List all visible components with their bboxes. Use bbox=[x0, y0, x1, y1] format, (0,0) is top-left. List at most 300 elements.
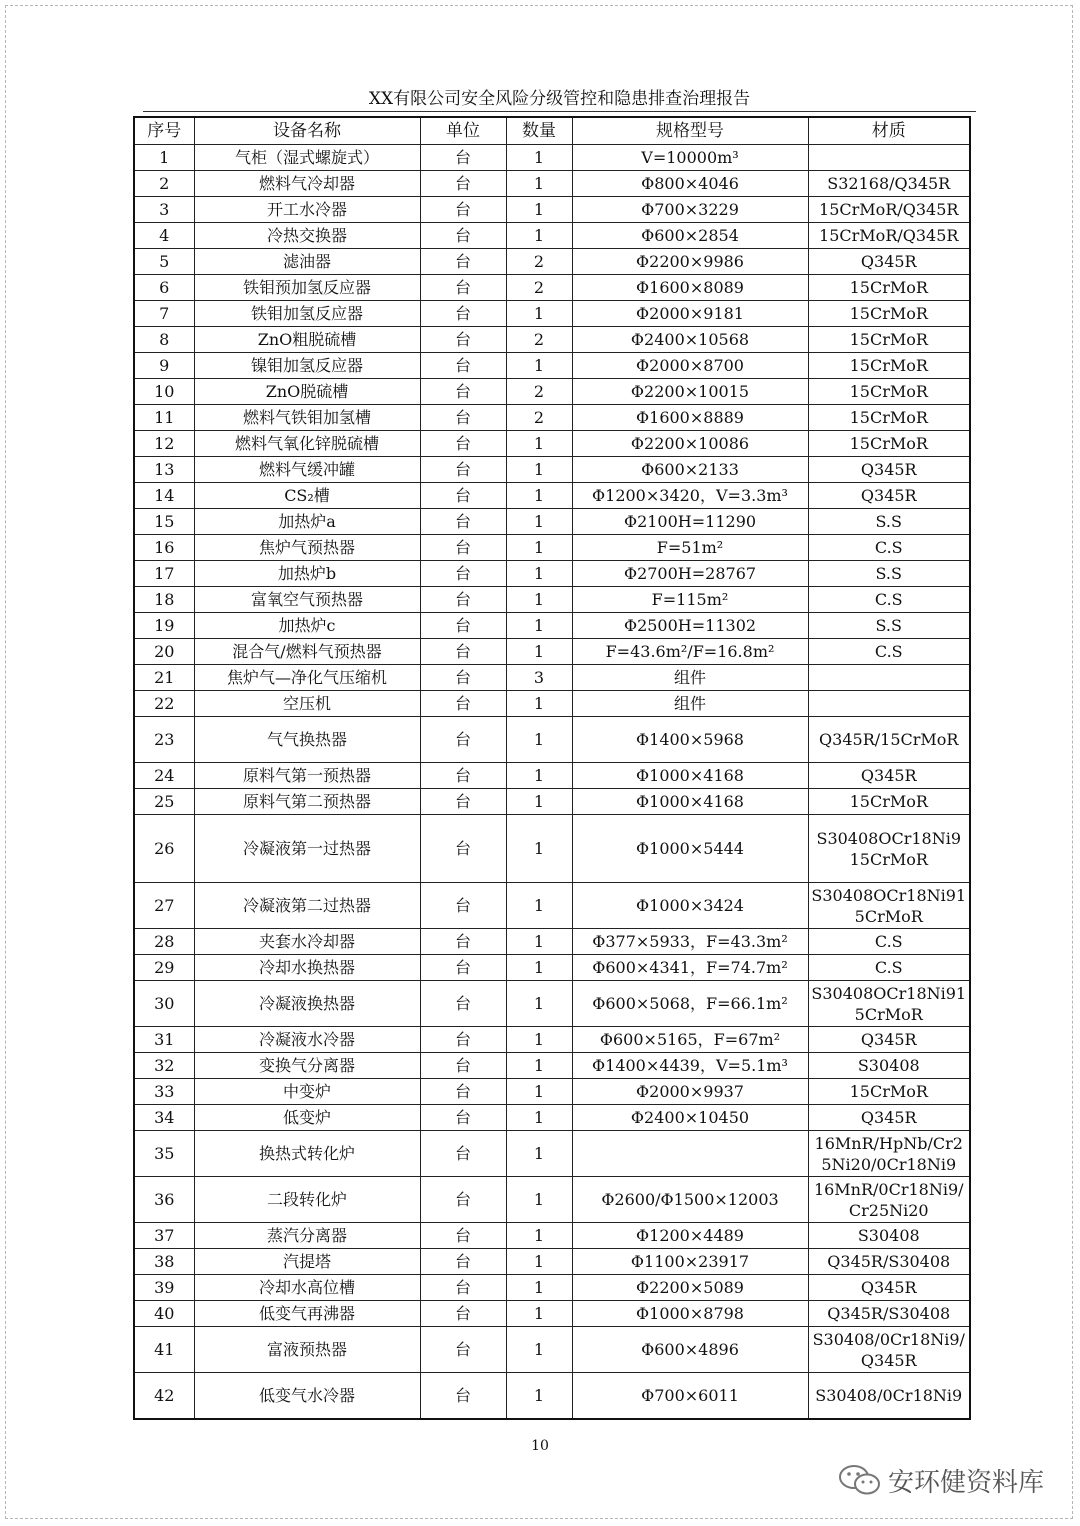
table-row bbox=[134, 1301, 970, 1327]
row-number-cell: 3 bbox=[134, 197, 194, 223]
table-row bbox=[134, 717, 970, 763]
spec-cell: Φ600×2133 bbox=[572, 457, 808, 483]
material-cell: 15CrMoR bbox=[808, 379, 970, 405]
unit-cell: 台 bbox=[420, 457, 506, 483]
spec-cell: Φ800×4046 bbox=[572, 171, 808, 197]
table-row bbox=[134, 789, 970, 815]
equipment-name-cell: 加热炉a bbox=[194, 509, 420, 535]
spec-cell: Φ2100H=11290 bbox=[572, 509, 808, 535]
row-number-cell: 38 bbox=[134, 1249, 194, 1275]
quantity-cell: 1 bbox=[506, 1275, 572, 1301]
unit-cell: 台 bbox=[420, 815, 506, 883]
unit-cell: 台 bbox=[420, 763, 506, 789]
material-cell: Q345R bbox=[808, 1105, 970, 1131]
row-number-cell: 30 bbox=[134, 981, 194, 1027]
quantity-cell: 1 bbox=[506, 1079, 572, 1105]
material-cell: S.S bbox=[808, 561, 970, 587]
equipment-name-cell: 加热炉c bbox=[194, 613, 420, 639]
equipment-name-cell: 夹套水冷却器 bbox=[194, 929, 420, 955]
table-row bbox=[134, 883, 970, 929]
spec-cell: Φ600×5165，F=67m² bbox=[572, 1027, 808, 1053]
material-cell: S30408OCr18Ni915CrMoR bbox=[808, 981, 970, 1027]
material-cell: S.S bbox=[808, 509, 970, 535]
row-number-cell: 23 bbox=[134, 717, 194, 763]
material-cell: S.S bbox=[808, 613, 970, 639]
table-row bbox=[134, 763, 970, 789]
quantity-cell: 1 bbox=[506, 1301, 572, 1327]
quantity-cell: 1 bbox=[506, 929, 572, 955]
unit-cell: 台 bbox=[420, 1131, 506, 1177]
spec-cell: Φ1200×4489 bbox=[572, 1223, 808, 1249]
equipment-name-cell: ZnO粗脱硫槽 bbox=[194, 327, 420, 353]
unit-cell: 台 bbox=[420, 883, 506, 929]
equipment-name-cell: 铁钼预加氢反应器 bbox=[194, 275, 420, 301]
material-cell: Q345R bbox=[808, 763, 970, 789]
quantity-cell: 1 bbox=[506, 1327, 572, 1373]
quantity-cell: 1 bbox=[506, 883, 572, 929]
unit-cell: 台 bbox=[420, 431, 506, 457]
row-number-cell: 11 bbox=[134, 405, 194, 431]
row-number-cell: 5 bbox=[134, 249, 194, 275]
quantity-cell: 1 bbox=[506, 981, 572, 1027]
material-cell: S32168/Q345R bbox=[808, 171, 970, 197]
equipment-name-cell: 焦炉气—净化气压缩机 bbox=[194, 665, 420, 691]
table-row bbox=[134, 171, 970, 197]
unit-cell: 台 bbox=[420, 1223, 506, 1249]
equipment-name-cell: 低变炉 bbox=[194, 1105, 420, 1131]
equipment-name-cell: 富液预热器 bbox=[194, 1327, 420, 1373]
equipment-name-cell: 冷凝液第一过热器 bbox=[194, 815, 420, 883]
unit-cell: 台 bbox=[420, 249, 506, 275]
quantity-cell: 2 bbox=[506, 405, 572, 431]
table-body bbox=[134, 145, 970, 1419]
equipment-name-cell: 焦炉气预热器 bbox=[194, 535, 420, 561]
row-number-cell: 2 bbox=[134, 171, 194, 197]
table-row bbox=[134, 431, 970, 457]
table-row bbox=[134, 1053, 970, 1079]
table-row bbox=[134, 483, 970, 509]
page-number: 10 bbox=[531, 1438, 549, 1454]
spec-cell: Φ600×4341，F=74.7m² bbox=[572, 955, 808, 981]
row-number-cell: 40 bbox=[134, 1301, 194, 1327]
spec-cell: Φ600×2854 bbox=[572, 223, 808, 249]
equipment-name-cell: CS₂槽 bbox=[194, 483, 420, 509]
material-cell bbox=[808, 145, 970, 171]
row-number-cell: 14 bbox=[134, 483, 194, 509]
unit-cell: 台 bbox=[420, 327, 506, 353]
row-number-cell: 42 bbox=[134, 1373, 194, 1419]
material-cell: 15CrMoR/Q345R bbox=[808, 197, 970, 223]
equipment-name-cell: 燃料气氧化锌脱硫槽 bbox=[194, 431, 420, 457]
equipment-name-cell: 变换气分离器 bbox=[194, 1053, 420, 1079]
unit-cell: 台 bbox=[420, 639, 506, 665]
row-number-cell: 18 bbox=[134, 587, 194, 613]
table-row bbox=[134, 1249, 970, 1275]
quantity-cell: 1 bbox=[506, 1373, 572, 1419]
equipment-name-cell: 冷凝液换热器 bbox=[194, 981, 420, 1027]
row-number-cell: 12 bbox=[134, 431, 194, 457]
unit-cell: 台 bbox=[420, 717, 506, 763]
equipment-name-cell: 原料气第二预热器 bbox=[194, 789, 420, 815]
spec-cell: F=115m² bbox=[572, 587, 808, 613]
quantity-cell: 1 bbox=[506, 1177, 572, 1223]
table-row bbox=[134, 379, 970, 405]
watermark bbox=[838, 1460, 1044, 1500]
row-number-cell: 1 bbox=[134, 145, 194, 171]
equipment-name-cell: 冷凝液第二过热器 bbox=[194, 883, 420, 929]
unit-cell: 台 bbox=[420, 1373, 506, 1419]
spec-cell: Φ2400×10568 bbox=[572, 327, 808, 353]
row-number-cell: 10 bbox=[134, 379, 194, 405]
unit-cell: 台 bbox=[420, 1275, 506, 1301]
equipment-name-cell: 滤油器 bbox=[194, 249, 420, 275]
table-row bbox=[134, 145, 970, 171]
unit-cell: 台 bbox=[420, 535, 506, 561]
spec-cell: Φ1400×4439，V=5.1m³ bbox=[572, 1053, 808, 1079]
row-number-cell: 13 bbox=[134, 457, 194, 483]
material-cell: S30408/0Cr18Ni9/Q345R bbox=[808, 1327, 970, 1373]
equipment-name-cell: 二段转化炉 bbox=[194, 1177, 420, 1223]
table-row bbox=[134, 223, 970, 249]
equipment-name-cell: 蒸汽分离器 bbox=[194, 1223, 420, 1249]
equipment-name-cell: 镍钼加氢反应器 bbox=[194, 353, 420, 379]
equipment-name-cell: ZnO脱硫槽 bbox=[194, 379, 420, 405]
material-cell: 15CrMoR bbox=[808, 431, 970, 457]
spec-cell: Φ600×5068，F=66.1m² bbox=[572, 981, 808, 1027]
row-number-cell: 36 bbox=[134, 1177, 194, 1223]
material-cell: S30408/0Cr18Ni9 bbox=[808, 1373, 970, 1419]
spec-cell: Φ2000×9181 bbox=[572, 301, 808, 327]
row-number-cell: 33 bbox=[134, 1079, 194, 1105]
document-header-title: XX有限公司安全风险分级管控和隐患排查治理报告 bbox=[143, 88, 976, 112]
material-cell: 15CrMoR bbox=[808, 327, 970, 353]
spec-cell: Φ2400×10450 bbox=[572, 1105, 808, 1131]
quantity-cell: 1 bbox=[506, 483, 572, 509]
equipment-name-cell: 冷热交换器 bbox=[194, 223, 420, 249]
quantity-cell: 1 bbox=[506, 197, 572, 223]
row-number-cell: 21 bbox=[134, 665, 194, 691]
quantity-cell: 1 bbox=[506, 561, 572, 587]
spec-cell bbox=[572, 1131, 808, 1177]
row-number-cell: 25 bbox=[134, 789, 194, 815]
equipment-name-cell: 中变炉 bbox=[194, 1079, 420, 1105]
spec-cell: Φ1100×23917 bbox=[572, 1249, 808, 1275]
row-number-cell: 41 bbox=[134, 1327, 194, 1373]
equipment-name-cell: 燃料气冷却器 bbox=[194, 171, 420, 197]
table-row bbox=[134, 613, 970, 639]
unit-cell: 台 bbox=[420, 561, 506, 587]
unit-cell: 台 bbox=[420, 929, 506, 955]
spec-cell: 组件 bbox=[572, 665, 808, 691]
equipment-name-cell: 原料气第一预热器 bbox=[194, 763, 420, 789]
material-cell: Q345R bbox=[808, 1027, 970, 1053]
quantity-cell: 1 bbox=[506, 691, 572, 717]
material-cell: 16MnR/0Cr18Ni9/Cr25Ni20 bbox=[808, 1177, 970, 1223]
quantity-cell: 1 bbox=[506, 1027, 572, 1053]
quantity-cell: 1 bbox=[506, 223, 572, 249]
table-row bbox=[134, 1079, 970, 1105]
spec-cell: Φ1600×8889 bbox=[572, 405, 808, 431]
row-number-cell: 28 bbox=[134, 929, 194, 955]
quantity-cell: 1 bbox=[506, 535, 572, 561]
table-row bbox=[134, 981, 970, 1027]
spec-cell: Φ1000×5444 bbox=[572, 815, 808, 883]
table-row bbox=[134, 1223, 970, 1249]
material-cell: 15CrMoR bbox=[808, 275, 970, 301]
quantity-cell: 1 bbox=[506, 509, 572, 535]
material-cell: C.S bbox=[808, 929, 970, 955]
unit-cell: 台 bbox=[420, 1301, 506, 1327]
spec-cell: 组件 bbox=[572, 691, 808, 717]
table-row bbox=[134, 929, 970, 955]
table-row bbox=[134, 249, 970, 275]
table-row bbox=[134, 1131, 970, 1177]
column-header-material: 材质 bbox=[808, 117, 970, 145]
spec-cell: Φ1200×3420，V=3.3m³ bbox=[572, 483, 808, 509]
unit-cell: 台 bbox=[420, 981, 506, 1027]
row-number-cell: 4 bbox=[134, 223, 194, 249]
quantity-cell: 1 bbox=[506, 1223, 572, 1249]
equipment-name-cell: 气柜（湿式螺旋式） bbox=[194, 145, 420, 171]
material-cell: C.S bbox=[808, 955, 970, 981]
table-row bbox=[134, 353, 970, 379]
equipment-name-cell: 空压机 bbox=[194, 691, 420, 717]
equipment-name-cell: 富氧空气预热器 bbox=[194, 587, 420, 613]
quantity-cell: 1 bbox=[506, 1131, 572, 1177]
unit-cell: 台 bbox=[420, 1105, 506, 1131]
equipment-name-cell: 冷却水换热器 bbox=[194, 955, 420, 981]
quantity-cell: 1 bbox=[506, 717, 572, 763]
material-cell: Q345R bbox=[808, 483, 970, 509]
unit-cell: 台 bbox=[420, 483, 506, 509]
spec-cell: Φ1000×4168 bbox=[572, 789, 808, 815]
row-number-cell: 20 bbox=[134, 639, 194, 665]
table-row bbox=[134, 197, 970, 223]
unit-cell: 台 bbox=[420, 587, 506, 613]
material-cell: Q345R/S30408 bbox=[808, 1301, 970, 1327]
material-cell: Q345R bbox=[808, 457, 970, 483]
unit-cell: 台 bbox=[420, 145, 506, 171]
spec-cell: Φ1600×8089 bbox=[572, 275, 808, 301]
row-number-cell: 16 bbox=[134, 535, 194, 561]
row-number-cell: 37 bbox=[134, 1223, 194, 1249]
table-row bbox=[134, 509, 970, 535]
spec-cell: Φ2200×9986 bbox=[572, 249, 808, 275]
table-row bbox=[134, 275, 970, 301]
material-cell: Q345R/S30408 bbox=[808, 1249, 970, 1275]
quantity-cell: 1 bbox=[506, 639, 572, 665]
table-row bbox=[134, 327, 970, 353]
unit-cell: 台 bbox=[420, 1079, 506, 1105]
unit-cell: 台 bbox=[420, 353, 506, 379]
table-row bbox=[134, 1177, 970, 1223]
equipment-name-cell: 燃料气缓冲罐 bbox=[194, 457, 420, 483]
material-cell: S30408OCr18Ni915CrMoR bbox=[808, 883, 970, 929]
unit-cell: 台 bbox=[420, 955, 506, 981]
spec-cell: Φ377×5933，F=43.3m² bbox=[572, 929, 808, 955]
unit-cell: 台 bbox=[420, 379, 506, 405]
material-cell: 15CrMoR bbox=[808, 789, 970, 815]
table-row bbox=[134, 301, 970, 327]
quantity-cell: 2 bbox=[506, 249, 572, 275]
table-row bbox=[134, 955, 970, 981]
column-header-qty: 数量 bbox=[506, 117, 572, 145]
table-row bbox=[134, 1275, 970, 1301]
quantity-cell: 1 bbox=[506, 301, 572, 327]
row-number-cell: 6 bbox=[134, 275, 194, 301]
spec-cell: Φ2200×10086 bbox=[572, 431, 808, 457]
spec-cell: F=43.6m²/F=16.8m² bbox=[572, 639, 808, 665]
unit-cell: 台 bbox=[420, 405, 506, 431]
quantity-cell: 1 bbox=[506, 613, 572, 639]
material-cell: 15CrMoR bbox=[808, 301, 970, 327]
unit-cell: 台 bbox=[420, 1027, 506, 1053]
spec-cell: Φ1000×3424 bbox=[572, 883, 808, 929]
material-cell: 15CrMoR/Q345R bbox=[808, 223, 970, 249]
row-number-cell: 31 bbox=[134, 1027, 194, 1053]
table-row bbox=[134, 815, 970, 883]
quantity-cell: 1 bbox=[506, 763, 572, 789]
table-row bbox=[134, 1105, 970, 1131]
quantity-cell: 1 bbox=[506, 1053, 572, 1079]
quantity-cell: 1 bbox=[506, 1249, 572, 1275]
spec-cell: Φ1000×8798 bbox=[572, 1301, 808, 1327]
row-number-cell: 22 bbox=[134, 691, 194, 717]
spec-cell: Φ1000×4168 bbox=[572, 763, 808, 789]
spec-cell: Φ2500H=11302 bbox=[572, 613, 808, 639]
equipment-name-cell: 汽提塔 bbox=[194, 1249, 420, 1275]
equipment-name-cell: 气气换热器 bbox=[194, 717, 420, 763]
spec-cell: Φ2000×9937 bbox=[572, 1079, 808, 1105]
unit-cell: 台 bbox=[420, 1249, 506, 1275]
material-cell: S30408OCr18Ni9 15CrMoR bbox=[808, 815, 970, 883]
quantity-cell: 1 bbox=[506, 955, 572, 981]
quantity-cell: 1 bbox=[506, 815, 572, 883]
unit-cell: 台 bbox=[420, 275, 506, 301]
row-number-cell: 24 bbox=[134, 763, 194, 789]
quantity-cell: 1 bbox=[506, 171, 572, 197]
material-cell bbox=[808, 665, 970, 691]
quantity-cell: 1 bbox=[506, 457, 572, 483]
material-cell bbox=[808, 691, 970, 717]
row-number-cell: 17 bbox=[134, 561, 194, 587]
unit-cell: 台 bbox=[420, 223, 506, 249]
spec-cell: Φ2000×8700 bbox=[572, 353, 808, 379]
spec-cell: Φ2200×10015 bbox=[572, 379, 808, 405]
table-row bbox=[134, 405, 970, 431]
equipment-name-cell: 换热式转化炉 bbox=[194, 1131, 420, 1177]
unit-cell: 台 bbox=[420, 301, 506, 327]
row-number-cell: 26 bbox=[134, 815, 194, 883]
table-row bbox=[134, 1373, 970, 1419]
equipment-name-cell: 低变气再沸器 bbox=[194, 1301, 420, 1327]
unit-cell: 台 bbox=[420, 665, 506, 691]
row-number-cell: 19 bbox=[134, 613, 194, 639]
unit-cell: 台 bbox=[420, 1053, 506, 1079]
spec-cell: Φ1400×5968 bbox=[572, 717, 808, 763]
spec-cell: V=10000m³ bbox=[572, 145, 808, 171]
spec-cell: F=51m² bbox=[572, 535, 808, 561]
material-cell: 15CrMoR bbox=[808, 353, 970, 379]
quantity-cell: 2 bbox=[506, 275, 572, 301]
watermark-text: 安环健资料库 bbox=[888, 1467, 1045, 1498]
equipment-table bbox=[133, 116, 971, 1420]
equipment-name-cell: 燃料气铁钼加氢槽 bbox=[194, 405, 420, 431]
equipment-name-cell: 冷却水高位槽 bbox=[194, 1275, 420, 1301]
quantity-cell: 1 bbox=[506, 1105, 572, 1131]
row-number-cell: 39 bbox=[134, 1275, 194, 1301]
unit-cell: 台 bbox=[420, 171, 506, 197]
table-row bbox=[134, 561, 970, 587]
material-cell: 16MnR/HpNb/Cr25Ni20/0Cr18Ni9 bbox=[808, 1131, 970, 1177]
row-number-cell: 7 bbox=[134, 301, 194, 327]
quantity-cell: 1 bbox=[506, 353, 572, 379]
row-number-cell: 29 bbox=[134, 955, 194, 981]
row-number-cell: 27 bbox=[134, 883, 194, 929]
unit-cell: 台 bbox=[420, 789, 506, 815]
material-cell: 15CrMoR bbox=[808, 1079, 970, 1105]
material-cell: Q345R/15CrMoR bbox=[808, 717, 970, 763]
equipment-name-cell: 加热炉b bbox=[194, 561, 420, 587]
table-row bbox=[134, 639, 970, 665]
row-number-cell: 35 bbox=[134, 1131, 194, 1177]
material-cell: S30408 bbox=[808, 1053, 970, 1079]
table-row bbox=[134, 535, 970, 561]
quantity-cell: 1 bbox=[506, 789, 572, 815]
quantity-cell: 1 bbox=[506, 145, 572, 171]
material-cell: C.S bbox=[808, 587, 970, 613]
table-row bbox=[134, 457, 970, 483]
equipment-name-cell: 混合气/燃料气预热器 bbox=[194, 639, 420, 665]
equipment-name-cell: 低变气水冷器 bbox=[194, 1373, 420, 1419]
unit-cell: 台 bbox=[420, 691, 506, 717]
column-header-unit: 单位 bbox=[420, 117, 506, 145]
table-row bbox=[134, 1027, 970, 1053]
quantity-cell: 1 bbox=[506, 587, 572, 613]
material-cell: C.S bbox=[808, 535, 970, 561]
unit-cell: 台 bbox=[420, 613, 506, 639]
table-header-row bbox=[134, 117, 970, 145]
table-row bbox=[134, 665, 970, 691]
equipment-name-cell: 冷凝液水冷器 bbox=[194, 1027, 420, 1053]
quantity-cell: 2 bbox=[506, 379, 572, 405]
material-cell: C.S bbox=[808, 639, 970, 665]
table-row bbox=[134, 691, 970, 717]
row-number-cell: 9 bbox=[134, 353, 194, 379]
spec-cell: Φ700×6011 bbox=[572, 1373, 808, 1419]
row-number-cell: 34 bbox=[134, 1105, 194, 1131]
equipment-name-cell: 铁钼加氢反应器 bbox=[194, 301, 420, 327]
wechat-icon bbox=[838, 1463, 882, 1497]
row-number-cell: 32 bbox=[134, 1053, 194, 1079]
unit-cell: 台 bbox=[420, 197, 506, 223]
column-header-no: 序号 bbox=[134, 117, 194, 145]
table-row bbox=[134, 587, 970, 613]
material-cell: Q345R bbox=[808, 249, 970, 275]
table-row bbox=[134, 1327, 970, 1373]
quantity-cell: 3 bbox=[506, 665, 572, 691]
equipment-name-cell: 开工水冷器 bbox=[194, 197, 420, 223]
quantity-cell: 2 bbox=[506, 327, 572, 353]
spec-cell: Φ2200×5089 bbox=[572, 1275, 808, 1301]
spec-cell: Φ2600/Φ1500×12003 bbox=[572, 1177, 808, 1223]
material-cell: S30408 bbox=[808, 1223, 970, 1249]
spec-cell: Φ600×4896 bbox=[572, 1327, 808, 1373]
unit-cell: 台 bbox=[420, 1327, 506, 1373]
column-header-name: 设备名称 bbox=[194, 117, 420, 145]
row-number-cell: 8 bbox=[134, 327, 194, 353]
material-cell: Q345R bbox=[808, 1275, 970, 1301]
